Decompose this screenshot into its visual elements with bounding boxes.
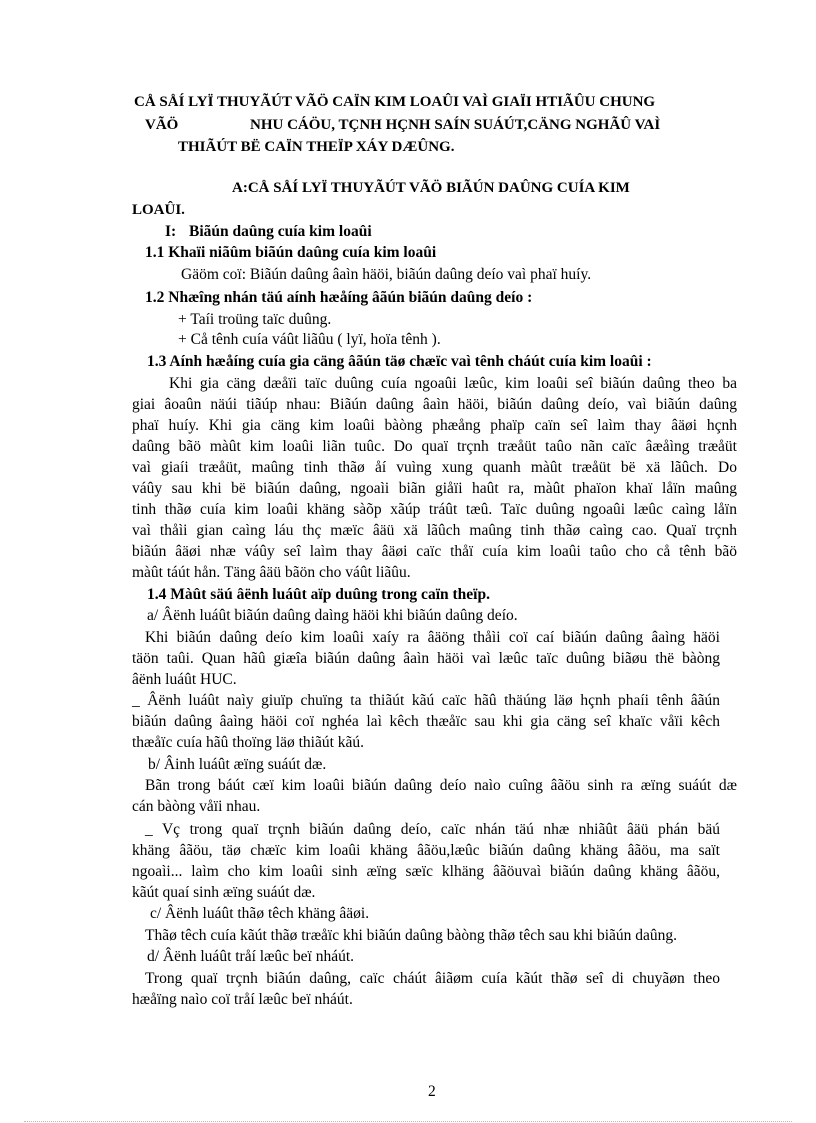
paragraph-line: thæåïc cuía hãû thoïng läø thiãút kãú.: [132, 734, 365, 751]
heading-line-1: CÅ SÅÍ LYÏ THUYÃÚT VÃÖ CAÏN KIM LOAÛI VAÌ GIAÏI HTIÃÛU CHUNG: [134, 94, 656, 110]
paragraph-line: váûy sau khi bë biãún daûng, ngoaìi biãn giåïi haût ra, màût phaïon khaï låïn maûng: [132, 480, 737, 497]
paragraph-line: _ Âënh luáût naìy giuïp chuïng ta thiãút kãú caïc hãû thäúng läø hçnh phaíi tênh âãún: [132, 692, 720, 709]
paragraph-line: giai âoaûn näúi tiãúp nhau: Biãún daûng âaìn häöi, biãún daûng deío, vaì biãún daûng: [132, 396, 737, 413]
section-a-line-2: LOAÛI.: [132, 202, 185, 218]
page-number: 2: [428, 1083, 436, 1100]
paragraph-line: âënh luáût HUC.: [132, 671, 237, 688]
page-bottom-divider: [24, 1121, 792, 1122]
heading-line-3: THIÃÚT BË CAÏN THEÏP XÁY DÆÛNG.: [178, 139, 455, 155]
section-1-1-heading: 1.1 Khaïi niãûm biãún daûng cuía kim loaûi: [145, 244, 437, 261]
paragraph-line: Khi gia cäng dæåïi taïc duûng cuía ngoaûi læûc, kim loaûi seî biãún daûng theo ba: [169, 375, 737, 392]
part-i-label: I:: [165, 223, 177, 240]
section-1-2-item: + Taíi troüng taïc duûng.: [178, 311, 332, 328]
paragraph-line: Khi biãún daûng deío kim loaûi xaíy ra âäöng thåìi coï caí biãún daûng âaìng häöi: [145, 629, 720, 646]
section-1-2-item: + Cå tênh cuía váût liãûu ( lyï, hoïa tênh ).: [178, 331, 441, 348]
paragraph-line: vaì giaíi træåüt, maûng tinh thãø åí vuìng xung quanh màût træåüt bë xä lãûch. Do: [132, 459, 737, 476]
subsection-d-title: d/ Âënh luáût tråí læûc beï nháút.: [147, 948, 355, 965]
paragraph-line: hæåïng naìo coï tråí læûc beï nháút.: [132, 991, 353, 1008]
part-i-title: Biãún daûng cuía kim loaûi: [189, 223, 372, 240]
paragraph-line: biãún âäøi nhæ váûy seî laìm thay âäøi caïc thåï cuía kim loaûi taûo cho cå tênh bãö: [132, 543, 737, 560]
section-1-1-body: Gäöm coï: Biãún daûng âaìn häöi, biãún daûng deío vaì phaï huíy.: [181, 266, 592, 283]
section-a-line-1: A:CÅ SÅÍ LYÏ THUYÃÚT VÃÖ BIÃÚN DAÛNG CUÍA KIM: [232, 180, 630, 196]
paragraph-line: Thãø têch cuía kãút thãø træåïc khi biãún daûng bàòng thãø têch sau khi biãún daûng.: [145, 927, 678, 944]
paragraph-line: màût táút hån. Täng âäü bãön cho váût liãûu.: [132, 564, 411, 581]
paragraph-line: Bãn trong báút cæï kim loaûi biãún daûng deío naìo cuîng âãöu sinh ra æïng suáút dæ: [145, 777, 737, 794]
paragraph-line: täön taûi. Quan hãû giæîa biãún daûng âaìn häöi vaì læûc taïc duûng biãøu thë bàòng: [132, 650, 720, 667]
section-1-4-heading: 1.4 Màût säú âënh luáût aïp duûng trong caïn theïp.: [147, 586, 490, 603]
paragraph-line: Trong quaï trçnh biãún daûng, caïc cháút âiãøm cuía kãút thãø seî di chuyãøn theo: [145, 970, 720, 987]
section-1-2-heading: 1.2 Nhæîng nhán täú aính hæåíng âãún biãún daûng deío :: [145, 289, 533, 306]
paragraph-line: vaì thåìi gian caìng láu thç mæïc âäü xä lãûch maûng tinh thãø caìng cao. Quaï trçnh: [132, 522, 737, 539]
paragraph-line: _ Vç trong quaï trçnh biãún daûng deío, caïc nhán täú nhæ nhiãût âäü phán bäú: [145, 821, 720, 838]
paragraph-line: phaï huíy. Khi gia cäng kim loaûi bàòng phæång phaïp caïn seî laìm thay âäøi hçnh: [132, 417, 737, 434]
section-1-3-heading: 1.3 Aính hæåíng cuía gia cäng âãún täø chæïc vaì tênh cháút cuía kim loaûi :: [147, 353, 652, 370]
subsection-a-title: a/ Âënh luáût biãún daûng daìng häöi khi biãún daûng deío.: [147, 607, 518, 624]
subsection-b-title: b/ Âinh luáût æïng suáút dæ.: [148, 756, 327, 773]
paragraph-line: kãút quaí sinh æïng suáút dæ.: [132, 884, 316, 901]
heading-line-2b: NHU CÁÖU, TÇNH HÇNH SAÍN SUÁÚT,CÄNG NGHÃÛ VAÌ: [250, 117, 661, 133]
subsection-c-title: c/ Âënh luáût thãø têch khäng âäøi.: [150, 905, 370, 922]
paragraph-line: khäng âãöu, täø chæïc kim loaûi khäng âãöu,læûc biãún daûng khäng âãöu, ma saït: [132, 842, 720, 859]
paragraph-line: tinh thãø cuía kim loaûi khäng sàõp xãúp tráût tæû. Taïc duûng ngoaûi læûc caìng låïn: [132, 501, 737, 518]
paragraph-line: ngoaìi... laìm cho kim loaûi sinh æïng sæïc klhäng âãöuvaì biãún daûng khäng âãöu,: [132, 863, 720, 880]
paragraph-line: daûng bãö màût kim loaûi liãn tuûc. Do quaï trçnh træåüt taûo nãn caïc âæåìng træåüt: [132, 438, 737, 455]
paragraph-line: biãún daûng âaìng häöi coï nghéa laì kêch thæåïc sau khi gia cäng seî khaïc våïi kêch: [132, 713, 720, 730]
paragraph-line: cán bàòng våïi nhau.: [132, 798, 261, 815]
heading-line-2a: VÃÖ: [145, 117, 179, 133]
